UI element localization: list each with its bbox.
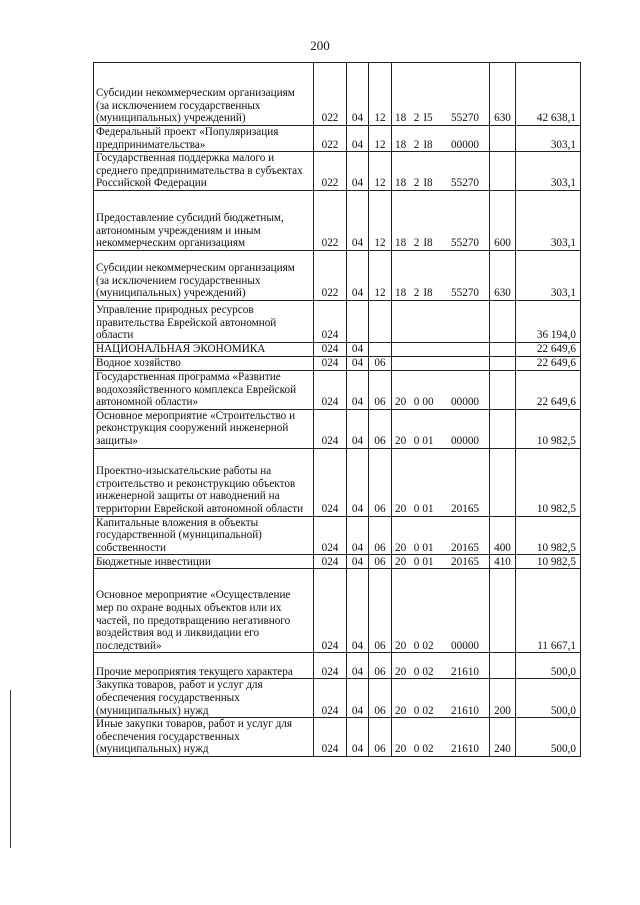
direction-code: 21610 [451, 743, 479, 756]
measure-code: I5 [423, 112, 433, 125]
amount: 22 649,6 [516, 342, 581, 356]
target-article-code [392, 250, 490, 300]
subsection-code: 12 [369, 152, 392, 191]
program-code: 20 [395, 396, 407, 409]
section-code: 04 [347, 409, 369, 448]
table-row [94, 569, 581, 653]
subsection-code: 06 [369, 555, 392, 569]
section-code [347, 300, 369, 342]
amount: 36 194,0 [516, 300, 581, 342]
target-article-code [392, 409, 490, 448]
admin-code: 022 [314, 190, 347, 250]
section-code: 04 [347, 516, 369, 555]
admin-code: 024 [314, 516, 347, 555]
table-row [94, 679, 581, 718]
row-name: Водное хозяйство [94, 356, 314, 370]
section-code: 04 [347, 718, 369, 757]
subsection-code [369, 300, 392, 342]
table-row [94, 356, 581, 370]
expense-type-code [490, 370, 516, 409]
table-row [94, 342, 581, 356]
table-row [94, 300, 581, 342]
row-name: Федеральный проект «Популяризация предпринимательства» [94, 126, 314, 152]
row-name: Субсидии некоммерческим организациям (за исключением государственных (муниципальных) учреждений) [94, 63, 314, 126]
program-code: 20 [395, 665, 407, 678]
target-article-code [392, 63, 490, 126]
direction-code: 55270 [451, 237, 479, 250]
section-code: 04 [347, 63, 369, 126]
amount: 303,1 [516, 126, 581, 152]
expense-type-code: 410 [490, 555, 516, 569]
program-code: 20 [395, 743, 407, 756]
subprogram-code: 0 [413, 743, 420, 756]
program-code: 20 [395, 704, 407, 717]
direction-code: 20165 [451, 541, 479, 554]
direction-code: 55270 [451, 177, 479, 190]
direction-code: 55270 [451, 112, 479, 125]
section-code: 04 [347, 126, 369, 152]
table-row [94, 555, 581, 569]
program-code: 20 [395, 639, 407, 652]
expense-type-code [490, 356, 516, 370]
expense-type-code [490, 126, 516, 152]
subprogram-code: 0 [413, 502, 420, 515]
measure-code: 02 [422, 665, 434, 678]
admin-code: 024 [314, 679, 347, 718]
subsection-code: 06 [369, 448, 392, 516]
row-name: НАЦИОНАЛЬНАЯ ЭКОНОМИКА [94, 342, 314, 356]
expense-type-code: 400 [490, 516, 516, 555]
expense-type-code [490, 569, 516, 653]
table-row [94, 653, 581, 679]
direction-code: 00000 [451, 639, 479, 652]
row-name: Капитальные вложения в объекты государственной (муниципальной) собственности [94, 516, 314, 555]
measure-code: 02 [422, 743, 434, 756]
admin-code: 024 [314, 653, 347, 679]
measure-code: 01 [422, 555, 434, 568]
section-code: 04 [347, 569, 369, 653]
section-code: 04 [347, 342, 369, 356]
measure-code: I8 [423, 237, 433, 250]
measure-code: 00 [422, 396, 434, 409]
admin-code: 024 [314, 555, 347, 569]
amount: 10 982,5 [516, 555, 581, 569]
target-article-code [392, 190, 490, 250]
row-name: Государственная программа «Развитие водохозяйственного комплекса Еврейской автономной области» [94, 370, 314, 409]
measure-code: 02 [422, 704, 434, 717]
target-article-code [392, 516, 490, 555]
expense-type-code: 600 [490, 190, 516, 250]
expense-type-code: 240 [490, 718, 516, 757]
expense-type-code [490, 152, 516, 191]
measure-code: I8 [423, 177, 433, 190]
table-row [94, 63, 581, 126]
section-code: 04 [347, 653, 369, 679]
amount: 500,0 [516, 679, 581, 718]
direction-code: 00000 [451, 396, 479, 409]
expense-type-code [490, 300, 516, 342]
target-article-code [392, 679, 490, 718]
row-name: Субсидии некоммерческим организациям (за исключением государственных (муниципальных) учреждений) [94, 250, 314, 300]
program-code: 18 [395, 177, 407, 190]
amount: 42 638,1 [516, 63, 581, 126]
row-name: Предоставление субсидий бюджетным, автономным учреждениям и иным некоммерческим организациям [94, 190, 314, 250]
table-row [94, 370, 581, 409]
program-code: 20 [395, 434, 407, 447]
admin-code: 024 [314, 718, 347, 757]
admin-code: 024 [314, 569, 347, 653]
subprogram-code: 2 [413, 177, 420, 190]
row-name: Закупка товаров, работ и услуг для обеспечения государственных (муниципальных) нужд [94, 679, 314, 718]
section-code: 04 [347, 448, 369, 516]
subprogram-code: 0 [413, 704, 420, 717]
budget-table [93, 62, 581, 757]
table-row [94, 448, 581, 516]
amount: 11 667,1 [516, 569, 581, 653]
subsection-code: 06 [369, 718, 392, 757]
section-code: 04 [347, 152, 369, 191]
subsection-code: 06 [369, 569, 392, 653]
admin-code: 024 [314, 409, 347, 448]
program-code: 20 [395, 502, 407, 515]
target-article-code [392, 356, 490, 370]
program-code: 20 [395, 541, 407, 554]
measure-code: I8 [423, 287, 433, 300]
amount: 22 649,6 [516, 370, 581, 409]
subprogram-code: 2 [413, 112, 420, 125]
target-article-code [392, 448, 490, 516]
subsection-code: 06 [369, 356, 392, 370]
target-article-code [392, 555, 490, 569]
subprogram-code: 2 [413, 237, 420, 250]
measure-code: I8 [423, 138, 433, 151]
expense-type-code: 630 [490, 250, 516, 300]
table-row [94, 718, 581, 757]
subsection-code: 12 [369, 250, 392, 300]
table-row [94, 516, 581, 555]
section-code: 04 [347, 190, 369, 250]
page-number: 200 [310, 38, 330, 53]
direction-code: 21610 [451, 665, 479, 678]
admin-code: 022 [314, 250, 347, 300]
target-article-code [392, 653, 490, 679]
subsection-code: 12 [369, 126, 392, 152]
expense-type-code [490, 342, 516, 356]
target-article-code [392, 152, 490, 191]
subsection-code: 06 [369, 370, 392, 409]
row-name: Основное мероприятие «Строительство и реконструкция сооружений инженерной защиты» [94, 409, 314, 448]
admin-code: 022 [314, 126, 347, 152]
target-article-code [392, 300, 490, 342]
subprogram-code: 2 [413, 287, 420, 300]
admin-code: 024 [314, 370, 347, 409]
target-article-code [392, 342, 490, 356]
row-name: Бюджетные инвестиции [94, 555, 314, 569]
subsection-code: 06 [369, 409, 392, 448]
table-row [94, 409, 581, 448]
direction-code: 20165 [451, 555, 479, 568]
subsection-code: 06 [369, 516, 392, 555]
target-article-code [392, 126, 490, 152]
amount: 303,1 [516, 250, 581, 300]
table-row [94, 152, 581, 191]
expense-type-code: 630 [490, 63, 516, 126]
row-name: Государственная поддержка малого и среднего предпринимательства в субъектах Российской Федерации [94, 152, 314, 191]
subsection-code: 06 [369, 679, 392, 718]
section-code: 04 [347, 555, 369, 569]
program-code: 18 [395, 112, 407, 125]
direction-code: 21610 [451, 704, 479, 717]
admin-code: 022 [314, 152, 347, 191]
subprogram-code: 0 [413, 639, 420, 652]
section-code: 04 [347, 356, 369, 370]
amount: 10 982,5 [516, 409, 581, 448]
admin-code: 024 [314, 342, 347, 356]
amount: 303,1 [516, 152, 581, 191]
subprogram-code: 0 [413, 665, 420, 678]
table-row [94, 250, 581, 300]
measure-code: 01 [422, 541, 434, 554]
margin-line [10, 690, 11, 848]
expense-type-code [490, 448, 516, 516]
section-code: 04 [347, 370, 369, 409]
subsection-code: 12 [369, 190, 392, 250]
program-code: 20 [395, 555, 407, 568]
amount: 500,0 [516, 653, 581, 679]
amount: 10 982,5 [516, 516, 581, 555]
program-code: 18 [395, 237, 407, 250]
admin-code: 022 [314, 63, 347, 126]
amount: 10 982,5 [516, 448, 581, 516]
program-code: 18 [395, 138, 407, 151]
subprogram-code: 0 [413, 434, 420, 447]
row-name: Проектно-изыскательские работы на строительство и реконструкцию объектов инженерной защиты от наводнений на территории Еврейской автономной области [94, 448, 314, 516]
row-name: Управление природных ресурсов правительства Еврейской автономной области [94, 300, 314, 342]
section-code: 04 [347, 679, 369, 718]
measure-code: 01 [422, 502, 434, 515]
direction-code: 55270 [451, 287, 479, 300]
section-code: 04 [347, 250, 369, 300]
measure-code: 01 [422, 434, 434, 447]
subprogram-code: 0 [413, 396, 420, 409]
direction-code: 00000 [451, 138, 479, 151]
table-row [94, 126, 581, 152]
expense-type-code: 200 [490, 679, 516, 718]
expense-type-code [490, 653, 516, 679]
amount: 500,0 [516, 718, 581, 757]
admin-code: 024 [314, 300, 347, 342]
table-row [94, 190, 581, 250]
row-name: Прочие мероприятия текущего характера [94, 653, 314, 679]
measure-code: 02 [422, 639, 434, 652]
direction-code: 20165 [451, 502, 479, 515]
subsection-code: 12 [369, 63, 392, 126]
admin-code: 024 [314, 356, 347, 370]
target-article-code [392, 569, 490, 653]
subprogram-code: 0 [413, 555, 420, 568]
program-code: 18 [395, 287, 407, 300]
admin-code: 024 [314, 448, 347, 516]
row-name: Основное мероприятие «Осуществление мер по охране водных объектов или их частей, по предотвращению негативного воздействия вод и ликвидации его последствий» [94, 569, 314, 653]
subsection-code [369, 342, 392, 356]
direction-code: 00000 [451, 434, 479, 447]
subprogram-code: 0 [413, 541, 420, 554]
target-article-code [392, 718, 490, 757]
row-name: Иные закупки товаров, работ и услуг для обеспечения государственных (муниципальных) нужд [94, 718, 314, 757]
target-article-code [392, 370, 490, 409]
amount: 303,1 [516, 190, 581, 250]
amount: 22 649,6 [516, 356, 581, 370]
subsection-code: 06 [369, 653, 392, 679]
expense-type-code [490, 409, 516, 448]
subprogram-code: 2 [413, 138, 420, 151]
